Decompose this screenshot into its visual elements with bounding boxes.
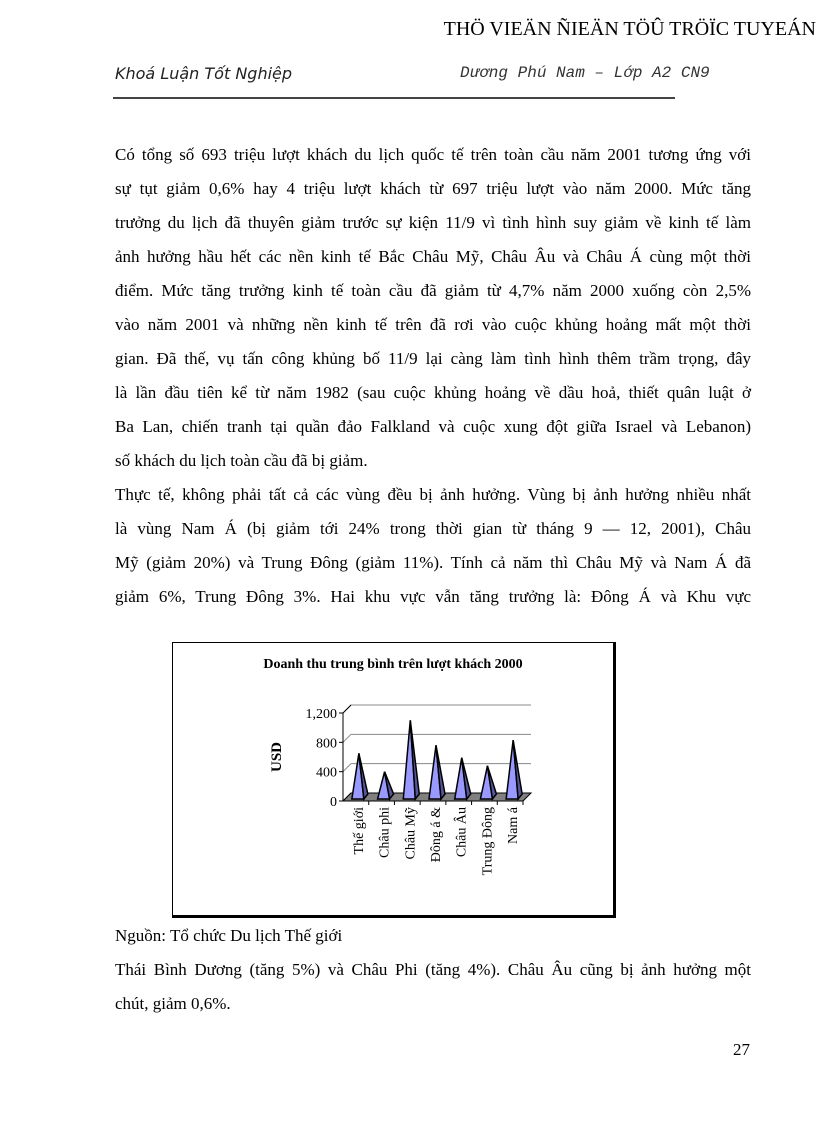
paragraph-line: Ba Lan, chiến tranh tại quần đảo Falkland và cuộc xung đột giữa Israel và Lebanon) xyxy=(115,417,751,436)
chart-title: Doanh thu trung bình trên lượt khách 2000 xyxy=(263,657,523,672)
paragraph-line: Có tổng số 693 triệu lượt khách du lịch quốc tế trên toàn cầu năm 2001 tương ứng với xyxy=(115,145,751,164)
y-axis-label: USD xyxy=(269,741,285,773)
y-tick-label: 800 xyxy=(316,736,337,752)
paragraph-line: vào năm 2001 và những nền kinh tế trên đã rơi vào cuộc khủng hoảng mất một thời xyxy=(115,315,751,334)
gridline xyxy=(343,734,531,742)
paragraph-line: là lần đầu tiên kể từ năm 1982 (sau cuộc khủng hoảng về dầu hoả, thiết quân luật ở xyxy=(115,383,751,402)
paragraph-line: ảnh hưởng hầu hết các nền kinh tế Bắc Châu Mỹ, Châu Âu và Châu Á cùng một thời xyxy=(115,247,751,266)
chart-frame xyxy=(172,642,616,918)
x-tick-label: Châu Âu xyxy=(454,807,470,858)
header-thesis-title: Khoá Luận Tốt Nghiệp xyxy=(115,64,293,83)
paragraph-line: điểm. Mức tăng trưởng kinh tế toàn cầu đã giảm từ 4,7% năm 2000 xuống còn 2,5% xyxy=(115,281,751,300)
y-tick-label: 1,200 xyxy=(305,707,337,722)
y-axis-depth xyxy=(343,705,351,713)
x-tick-label: Đông á & xyxy=(429,807,444,863)
paragraph-line: Thái Bình Dương (tăng 5%) và Châu Phi (tăng 4%). Châu Âu cũng bị ảnh hưởng một xyxy=(115,960,751,979)
chart-source: Nguồn: Tổ chức Du lịch Thế giới xyxy=(115,926,343,945)
header-author: Dương Phú Nam – Lớp A2 CN9 xyxy=(460,64,710,82)
chart xyxy=(173,643,613,915)
paragraph-line: Mỹ (giảm 20%) và Trung Đông (giảm 11%). Tính cả năm thì Châu Mỹ và Nam Á đã xyxy=(115,553,751,572)
paragraph-line: là vùng Nam Á (bị giảm tới 24% trong thời gian từ tháng 9 — 12, 2001), Châu xyxy=(115,519,751,538)
x-tick-label: Thế giới xyxy=(351,807,367,855)
y-tick-label: 400 xyxy=(316,765,337,781)
paragraph-line: gian. Đã thế, vụ tấn công khủng bố 11/9 lại càng làm tình hình thêm trầm trọng, đây xyxy=(115,349,751,368)
x-tick-label: Nam á xyxy=(506,807,522,844)
paragraph-line: chút, giảm 0,6%. xyxy=(115,994,231,1013)
x-tick-label: Châu Mỹ xyxy=(403,807,419,860)
page-number: 27 xyxy=(733,1040,750,1059)
paragraph-line: sự tụt giảm 0,6% hay 4 triệu lượt khách từ 697 triệu lượt vào năm 2000. Mức tăng xyxy=(115,179,751,198)
paragraph-line: Thực tế, không phải tất cả các vùng đều bị ảnh hưởng. Vùng bị ảnh hưởng nhiều nhất xyxy=(115,485,751,504)
y-tick-label: 0 xyxy=(330,795,337,810)
gridline xyxy=(343,705,531,713)
header-rule xyxy=(113,97,675,99)
header-banner: THÖ VIEÄN ÑIEÄN TÖÛ TRÖÏC TUYEÁN xyxy=(443,18,816,40)
paragraph-line: số khách du lịch toàn cầu đã bị giảm. xyxy=(115,451,368,470)
paragraph-line: trưởng du lịch đã thuyên giảm trước sự kiện 11/9 vì tình hình suy giảm về kinh tế làm xyxy=(115,213,751,232)
x-tick-label: Châu phi xyxy=(377,807,393,858)
x-tick-label: Trung Đông xyxy=(480,807,496,876)
paragraph-line: giảm 6%, Trung Đông 3%. Hai khu vực vẫn tăng trưởng là: Đông Á và Khu vực xyxy=(115,587,751,606)
